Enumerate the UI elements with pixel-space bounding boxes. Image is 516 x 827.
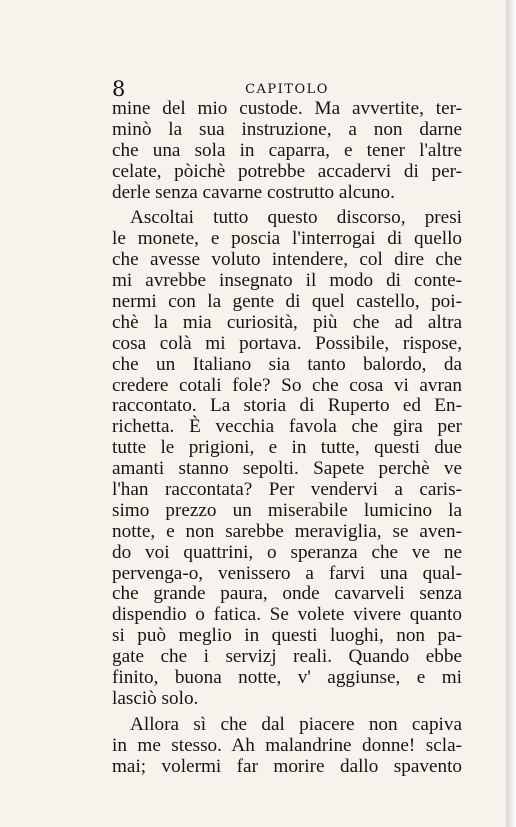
text-line: le monete, e poscia l'interrogai di quello (112, 228, 462, 250)
text-line: lasciò solo. (112, 687, 199, 709)
text-line: chè la mia curiosità, più che ad altra (112, 311, 462, 333)
text-line: minò la sua instruzione, a non darne (112, 118, 462, 140)
text-line: finito, buona notte, v' aggiunse, e mi (112, 667, 462, 689)
text-line: gate che i servizj reali. Quando ebbe (112, 646, 462, 668)
text-line: che avesse voluto intendere, col dire che (112, 249, 462, 271)
paragraph-1 (112, 99, 462, 203)
text-line: cosa colà mi portava. Possibile, rispose, (112, 332, 462, 354)
text-line: notte, e non sarebbe meraviglia, se aven- (112, 520, 462, 542)
text-line: dispendio o fatica. Se volete vivere quanto (112, 604, 462, 626)
text-line: pervenga-o, venissero a farvi una qual- (112, 562, 462, 584)
paragraph-3 (112, 715, 462, 778)
page-number: 8 (112, 77, 126, 101)
page-edge (506, 0, 516, 827)
paragraph-2 (112, 208, 462, 709)
running-title: CAPITOLO (245, 82, 329, 97)
text-line: Ascoltai tutto questo discorso, presi (130, 207, 462, 229)
text-line: derle senza cavarne costrutto alcuno. (112, 181, 395, 203)
text-line: mai; volermi far morire dallo spavento (112, 755, 462, 777)
text-line: mi avrebbe insegnato il modo di conte- (112, 270, 462, 292)
text-line: amanti stanno sepolti. Sapete perchè ve (112, 458, 462, 480)
text-line: nermi con la gente di quel castello, poi- (112, 291, 462, 313)
text-line: richetta. È vecchia favola che gira per (112, 416, 462, 438)
text-line: in me stesso. Ah malandrine donne! scla- (112, 734, 462, 756)
text-line: tutte le prigioni, e in tutte, questi due (112, 437, 462, 459)
text-line: l'han raccontata? Per vendervi a caris- (112, 479, 462, 501)
text-line: do voi quattrini, o speranza che ve ne (112, 541, 462, 563)
text-line: credere cotali fole? So che cosa vi avran (112, 374, 462, 396)
text-line: raccontato. La storia di Ruperto ed En- (112, 395, 462, 417)
text-line: si può meglio in questi luoghi, non pa- (112, 625, 462, 647)
text-line: mine del mio custode. Ma avvertite, ter- (112, 98, 462, 119)
text-line: che una sola in caparra, e tener l'altre (112, 139, 462, 161)
text-line: Allora sì che dal piacere non capiva (130, 713, 462, 735)
text-line: che grande paura, onde cavarveli senza (112, 583, 462, 605)
text-line: che un Italiano sia tanto balordo, da (112, 353, 462, 375)
body-text (112, 99, 462, 778)
text-line: simo prezzo un miserabile lumicino la (112, 499, 462, 521)
text-line: celate, pòichè potrebbe accadervi di per- (112, 160, 462, 182)
